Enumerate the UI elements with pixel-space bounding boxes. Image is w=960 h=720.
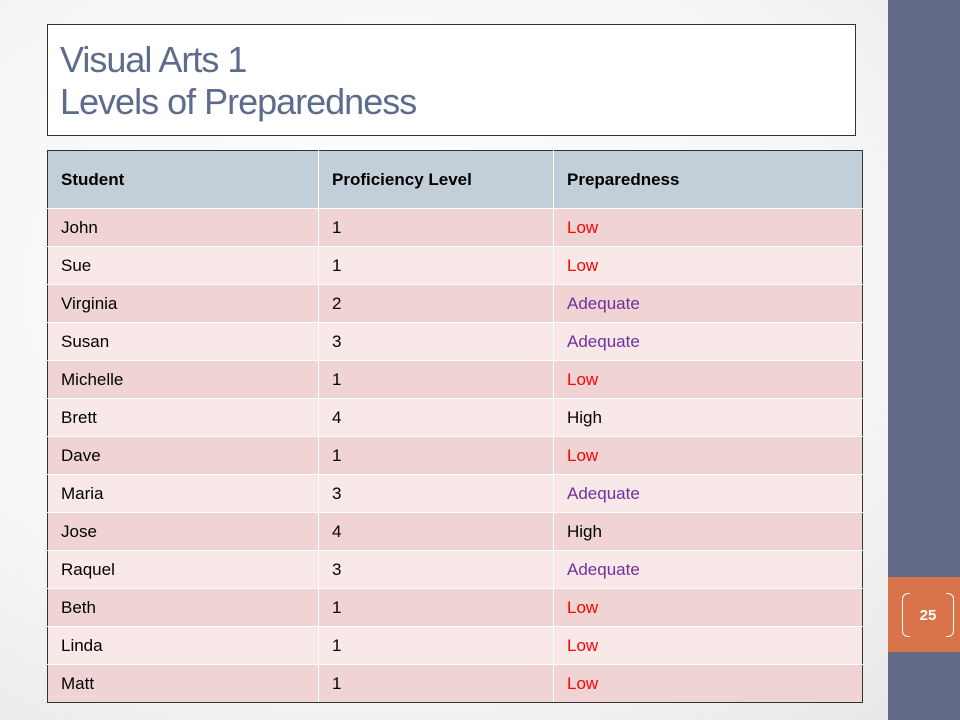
table-row (48, 665, 863, 703)
table-row (48, 285, 863, 323)
table-row (48, 361, 863, 399)
cell-student: Maria (48, 475, 319, 513)
table-row (48, 551, 863, 589)
cell-preparedness: High (554, 513, 863, 551)
cell-preparedness: High (554, 399, 863, 437)
cell-student: Raquel (48, 551, 319, 589)
table-header-row (48, 151, 863, 209)
table-row (48, 399, 863, 437)
cell-student: Matt (48, 665, 319, 703)
table-row (48, 209, 863, 247)
cell-student: Sue (48, 247, 319, 285)
table-row (48, 513, 863, 551)
cell-student: Susan (48, 323, 319, 361)
table-row (48, 247, 863, 285)
cell-proficiency-level: 4 (319, 513, 554, 551)
page-number: 25 (919, 606, 937, 624)
cell-proficiency-level: 1 (319, 589, 554, 627)
cell-student: Dave (48, 437, 319, 475)
cell-student: Michelle (48, 361, 319, 399)
cell-student: John (48, 209, 319, 247)
slide-title-line-1: Visual Arts 1 (60, 39, 247, 80)
cell-proficiency-level: 3 (319, 551, 554, 589)
right-bracket-icon (946, 593, 954, 637)
column-header-student: Student (48, 151, 319, 209)
cell-preparedness: Adequate (554, 323, 863, 361)
cell-preparedness: Adequate (554, 551, 863, 589)
cell-student: Jose (48, 513, 319, 551)
slide-title-box (47, 24, 856, 136)
cell-proficiency-level: 4 (319, 399, 554, 437)
cell-preparedness: Low (554, 437, 863, 475)
cell-preparedness: Low (554, 627, 863, 665)
cell-student: Beth (48, 589, 319, 627)
cell-student: Linda (48, 627, 319, 665)
cell-proficiency-level: 1 (319, 665, 554, 703)
cell-preparedness: Low (554, 361, 863, 399)
cell-proficiency-level: 1 (319, 437, 554, 475)
left-bracket-icon (902, 593, 910, 637)
cell-proficiency-level: 1 (319, 361, 554, 399)
table-row (48, 627, 863, 665)
table-row (48, 437, 863, 475)
cell-proficiency-level: 1 (319, 247, 554, 285)
table-row (48, 323, 863, 361)
cell-proficiency-level: 1 (319, 209, 554, 247)
cell-proficiency-level: 3 (319, 475, 554, 513)
cell-preparedness: Low (554, 665, 863, 703)
page-number-badge (902, 593, 954, 637)
cell-proficiency-level: 1 (319, 627, 554, 665)
table-row (48, 475, 863, 513)
cell-preparedness: Adequate (554, 285, 863, 323)
column-header-proficiency-level: Proficiency Level (319, 151, 554, 209)
preparedness-table (47, 150, 863, 703)
cell-preparedness: Low (554, 589, 863, 627)
cell-student: Brett (48, 399, 319, 437)
cell-preparedness: Adequate (554, 475, 863, 513)
cell-preparedness: Low (554, 209, 863, 247)
cell-proficiency-level: 2 (319, 285, 554, 323)
cell-preparedness: Low (554, 247, 863, 285)
column-header-preparedness: Preparedness (554, 151, 863, 209)
table-row (48, 589, 863, 627)
cell-proficiency-level: 3 (319, 323, 554, 361)
slide-title-line-2: Levels of Preparedness (60, 81, 417, 122)
cell-student: Virginia (48, 285, 319, 323)
